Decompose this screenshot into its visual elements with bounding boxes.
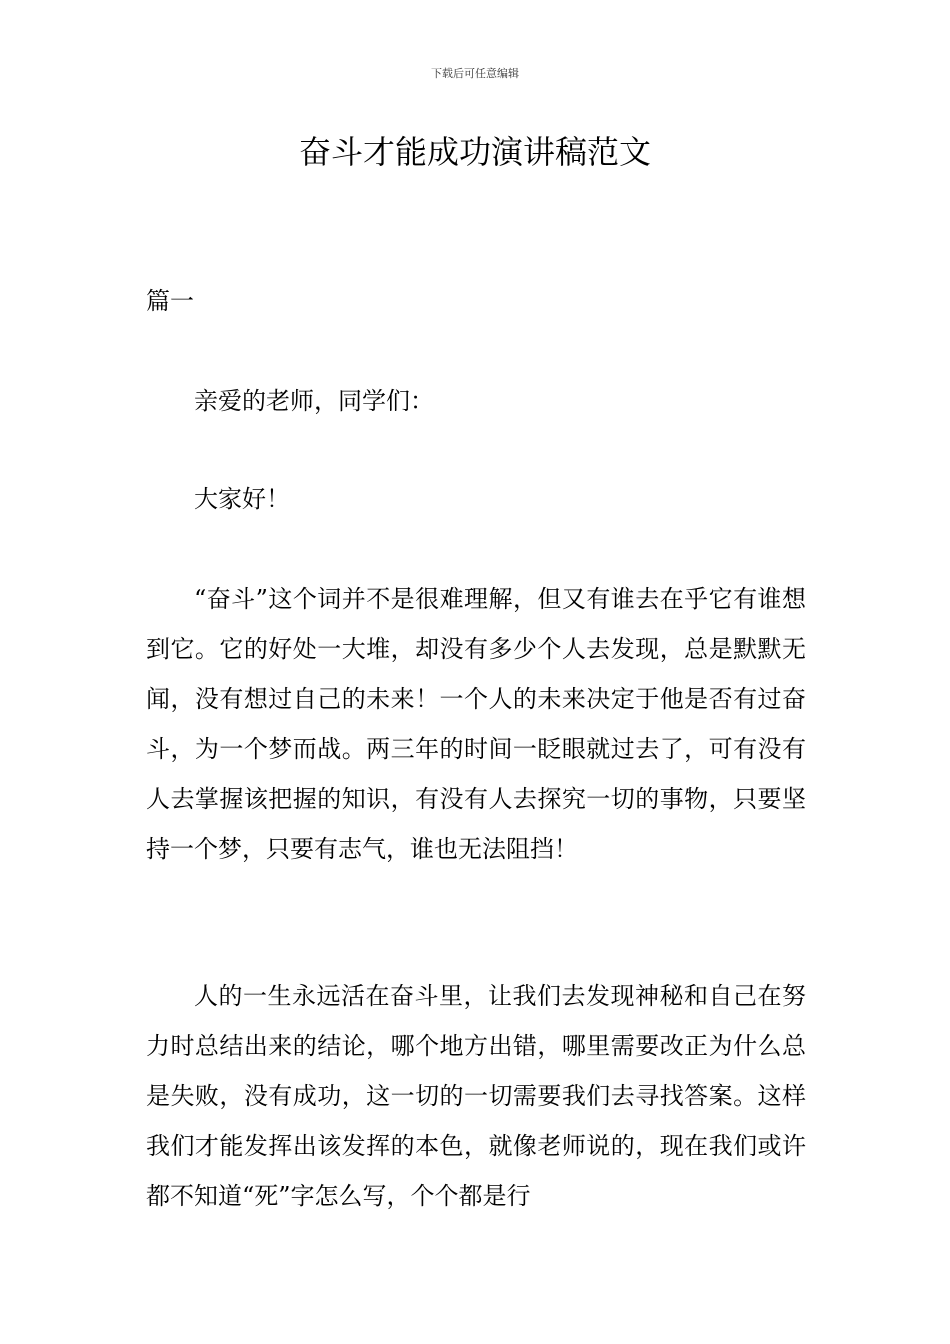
paragraph-body: “奋斗”这个词并不是很难理解，但又有谁去在乎它有谁想到它。它的好处一大堆，却没有多少个人去发现，总是默默无闻，没有想过自己的未来！一个人的未来决定于他是否有过奋斗，为一个梦而战。两三年的时间一眨眼就过去了，可有没有人去掌握该把握的知识，有没有人去探究一切的事物，只要坚持一个梦，只要有志气，谁也无法阻挡！ [146, 585, 806, 863]
section-label: 篇一 [146, 287, 194, 315]
header-note: 下载后可任意编辑 [431, 67, 519, 80]
document-title: 奋斗才能成功演讲稿范文 [298, 133, 651, 171]
paragraph-hello: 大家好！ [194, 485, 290, 513]
paragraph-body: 人的一生永远活在奋斗里，让我们去发现神秘和自己在努力时总结出来的结论，哪个地方出错，哪里需要改正为什么总是失败，没有成功，这一切的一切需要我们去寻找答案。这样我们才能发挥出该发挥的本色，就像老师说的，现在我们或许都不知道“死”字怎么写，个个都是行 [146, 982, 806, 1210]
paragraph-greeting: 亲爱的老师，同学们： [194, 387, 434, 415]
